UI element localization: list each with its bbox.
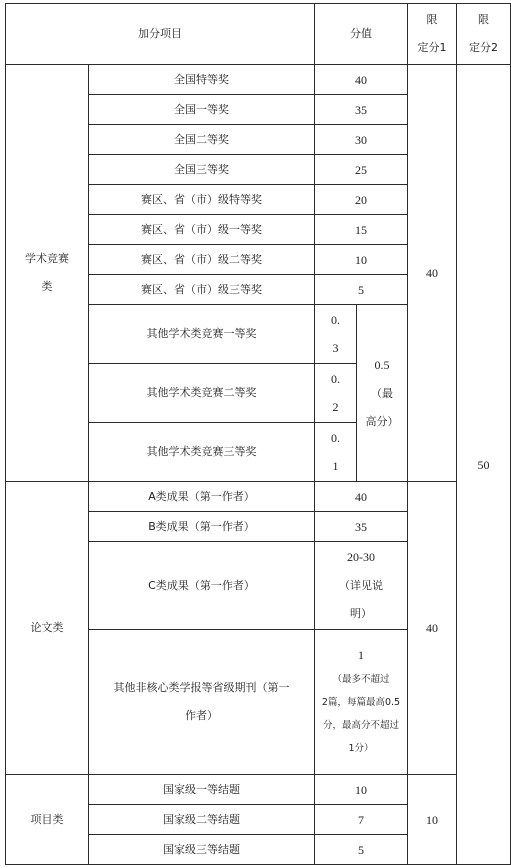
item-score: 40 bbox=[315, 65, 408, 95]
header-limit1 bbox=[408, 4, 457, 65]
score-line2: 3 bbox=[332, 341, 339, 355]
item-label: 赛区、省（市）级三等奖 bbox=[89, 275, 315, 305]
score-line1: 0. bbox=[331, 431, 340, 445]
item-label: 其他学术类竞赛二等奖 bbox=[89, 364, 315, 423]
item-label: 国家级三等结题 bbox=[89, 835, 315, 865]
score-line1: 1 bbox=[358, 648, 364, 662]
section-competition-line2: 类 bbox=[41, 280, 53, 293]
item-score bbox=[315, 423, 357, 482]
item-label: A类成果（第一作者） bbox=[89, 482, 315, 512]
item-label: 全国三等奖 bbox=[89, 155, 315, 185]
item-score: 15 bbox=[315, 215, 408, 245]
other-max-score bbox=[357, 305, 408, 482]
section-competition bbox=[6, 65, 89, 482]
overall-limit2-value: 50 bbox=[477, 457, 490, 472]
header-limit2 bbox=[457, 4, 511, 65]
item-score: 5 bbox=[315, 835, 408, 865]
other-max-line3: 高分） bbox=[365, 414, 399, 428]
score-line2: 2 bbox=[332, 400, 339, 414]
item-label: 全国二等奖 bbox=[89, 125, 315, 155]
header-limit2-line2: 定分2 bbox=[469, 41, 498, 54]
section-project: 项目类 bbox=[6, 775, 89, 865]
score-line1: 20-30 bbox=[347, 550, 375, 564]
table-row bbox=[6, 65, 511, 95]
score-line2: 1 bbox=[332, 459, 339, 473]
bonus-points-table bbox=[5, 3, 511, 865]
item-label: B类成果（第一作者） bbox=[89, 512, 315, 542]
header-item: 加分项目 bbox=[6, 4, 315, 65]
score-line4: 分，最高分不超过 bbox=[322, 720, 399, 731]
header-limit1-line2: 定分1 bbox=[417, 41, 447, 54]
item-label: 赛区、省（市）级一等奖 bbox=[89, 215, 315, 245]
score-line5: 1分） bbox=[348, 743, 374, 754]
paper-limit1: 40 bbox=[408, 482, 457, 775]
table-row bbox=[6, 482, 511, 512]
item-score: 35 bbox=[315, 512, 408, 542]
score-line2: （详见说 bbox=[339, 579, 383, 592]
item-label: 全国特等奖 bbox=[89, 65, 315, 95]
score-line1: 0. bbox=[331, 372, 340, 386]
project-limit1: 10 bbox=[408, 775, 457, 865]
item-score: 35 bbox=[315, 95, 408, 125]
item-label: 赛区、省（市）级二等奖 bbox=[89, 245, 315, 275]
item-score: 10 bbox=[315, 775, 408, 805]
header-score: 分值 bbox=[315, 4, 408, 65]
overall-limit2 bbox=[457, 65, 511, 865]
item-score: 30 bbox=[315, 125, 408, 155]
header-limit1-line1: 限 bbox=[426, 13, 438, 26]
header-limit2-line1: 限 bbox=[478, 13, 489, 26]
item-label bbox=[89, 630, 315, 775]
item-label: C类成果（第一作者） bbox=[89, 542, 315, 630]
item-score bbox=[315, 630, 408, 775]
section-paper: 论文类 bbox=[6, 482, 89, 775]
label-line2: 作者） bbox=[185, 709, 218, 722]
item-score bbox=[315, 542, 408, 630]
item-label: 国家级一等结题 bbox=[89, 775, 315, 805]
item-label: 其他学术类竞赛三等奖 bbox=[89, 423, 315, 482]
score-line2: （最多不超过 bbox=[332, 674, 390, 685]
item-score: 7 bbox=[315, 805, 408, 835]
item-score: 5 bbox=[315, 275, 408, 305]
score-line1: 0. bbox=[331, 313, 340, 327]
other-max-line2: （最 bbox=[371, 386, 393, 400]
item-score bbox=[315, 305, 357, 364]
competition-limit1: 40 bbox=[408, 65, 457, 482]
item-score bbox=[315, 364, 357, 423]
item-label: 国家级二等结题 bbox=[89, 805, 315, 835]
item-score: 25 bbox=[315, 155, 408, 185]
score-line3: 2篇，每篇最高0.5 bbox=[321, 697, 401, 708]
table-row bbox=[6, 775, 511, 805]
item-score: 20 bbox=[315, 185, 408, 215]
score-line3: 明） bbox=[350, 607, 372, 620]
other-max-value: 0.5 bbox=[374, 357, 390, 372]
item-label: 其他学术类竞赛一等奖 bbox=[89, 305, 315, 364]
item-score: 10 bbox=[315, 245, 408, 275]
section-competition-line1: 学术竞赛 bbox=[25, 252, 69, 265]
item-label: 赛区、省（市）级特等奖 bbox=[89, 185, 315, 215]
label-line1: 其他非核心类学报等省级期刊（第一 bbox=[113, 681, 290, 694]
header-row bbox=[6, 4, 511, 65]
item-score: 40 bbox=[315, 482, 408, 512]
item-label: 全国一等奖 bbox=[89, 95, 315, 125]
